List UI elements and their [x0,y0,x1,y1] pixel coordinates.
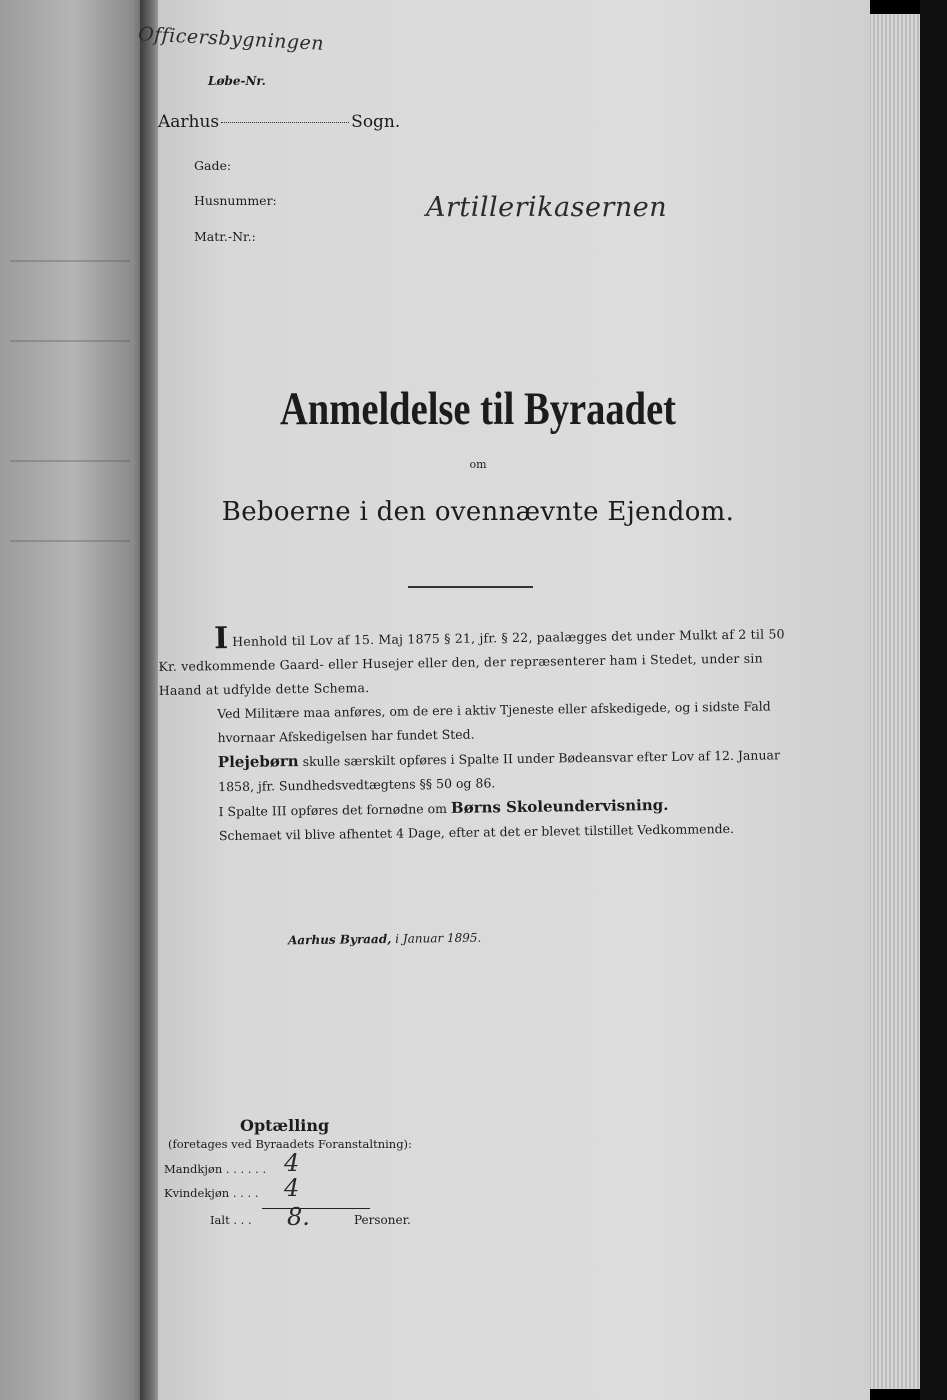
male-count-value: 4 [284,1149,300,1177]
p4-text: I Spalte III opføres det fornødne om [218,800,448,820]
total-count-label: Ialt . . . [210,1213,252,1227]
divider-ornament [408,586,533,588]
total-count-value: 8. [287,1203,310,1231]
loebe-nr-label: Løbe-Nr. [208,74,266,88]
document-title: Anmeldelse til Byraadet [279,383,677,435]
female-count-label: Kvindekjøn . . . . [164,1186,259,1200]
parish-row [158,112,400,132]
left-page [0,0,148,1400]
male-count-label: Mandkjøn . . . . . . [164,1162,267,1176]
skoleundervisning-bold: Børns Skoleundervisning. [450,795,669,817]
document-subtitle: Beboerne i den ovennævnte Ejendom. [221,497,735,527]
signature-org: Aarhus Byraad, [287,931,392,948]
p1-text: Henhold til Lov af 15. Maj 1875 § 21, jfr. § 22, paalægges det under Mulkt af 2 til 50 Kr. vedkommende Gaard- eller Husejer eller den, der repræsenterer ham i Stedet, under sin Haand at udfylde dette Schema. [158,626,785,698]
parish-label: Sogn. [351,112,401,132]
p3-text: skulle særskilt opføres i Spalte II under Bødeansvar efter Lov af 12. Januar 1858, jfr. Sundhedsvedtægtens §§ 50 og 86. [218,747,780,795]
gade-label: Gade: [194,158,232,173]
dropcap-letter: I [213,621,229,657]
count-title: Optælling [240,1116,330,1135]
instruction-paragraph-1 [158,621,804,703]
plejeborn-bold: Plejebørn [217,752,299,772]
instruction-paragraph-2: Ved Militære maa anføres, om de ere i aktiv Tjeneste eller afskedigede, og i sidste Fald hvornaar Afskedigelsen har fundet Sted. [217,698,771,746]
count-subtitle: (foretages ved Byraadets Foranstaltning): [168,1137,412,1151]
parish-blank [221,122,349,123]
instruction-paragraph-3 [160,742,806,800]
matr-nr-label: Matr.-Nr.: [194,229,256,244]
page-edges [866,14,927,1389]
sum-line [262,1208,370,1209]
handwritten-corner-note: Officersbygningen [137,23,325,55]
city-label: Aarhus [158,112,220,132]
form-page [137,0,870,1400]
scan-border [920,0,947,1400]
husnummer-label: Husnummer: [194,193,277,208]
instruction-paragraph-5: Schemaet vil blive afhentet 4 Dage, efter at det er blevet tilstillet Vedkommende. [218,820,735,844]
persons-label: Personer. [354,1213,411,1227]
signature-line [288,931,482,948]
instructions-text [158,621,806,849]
female-count-value: 4 [284,1174,300,1202]
signature-date: i Januar 1895. [395,930,482,946]
title-connector: om [469,458,487,471]
husnummer-handwritten-value: Artillerikasernen [426,192,668,223]
